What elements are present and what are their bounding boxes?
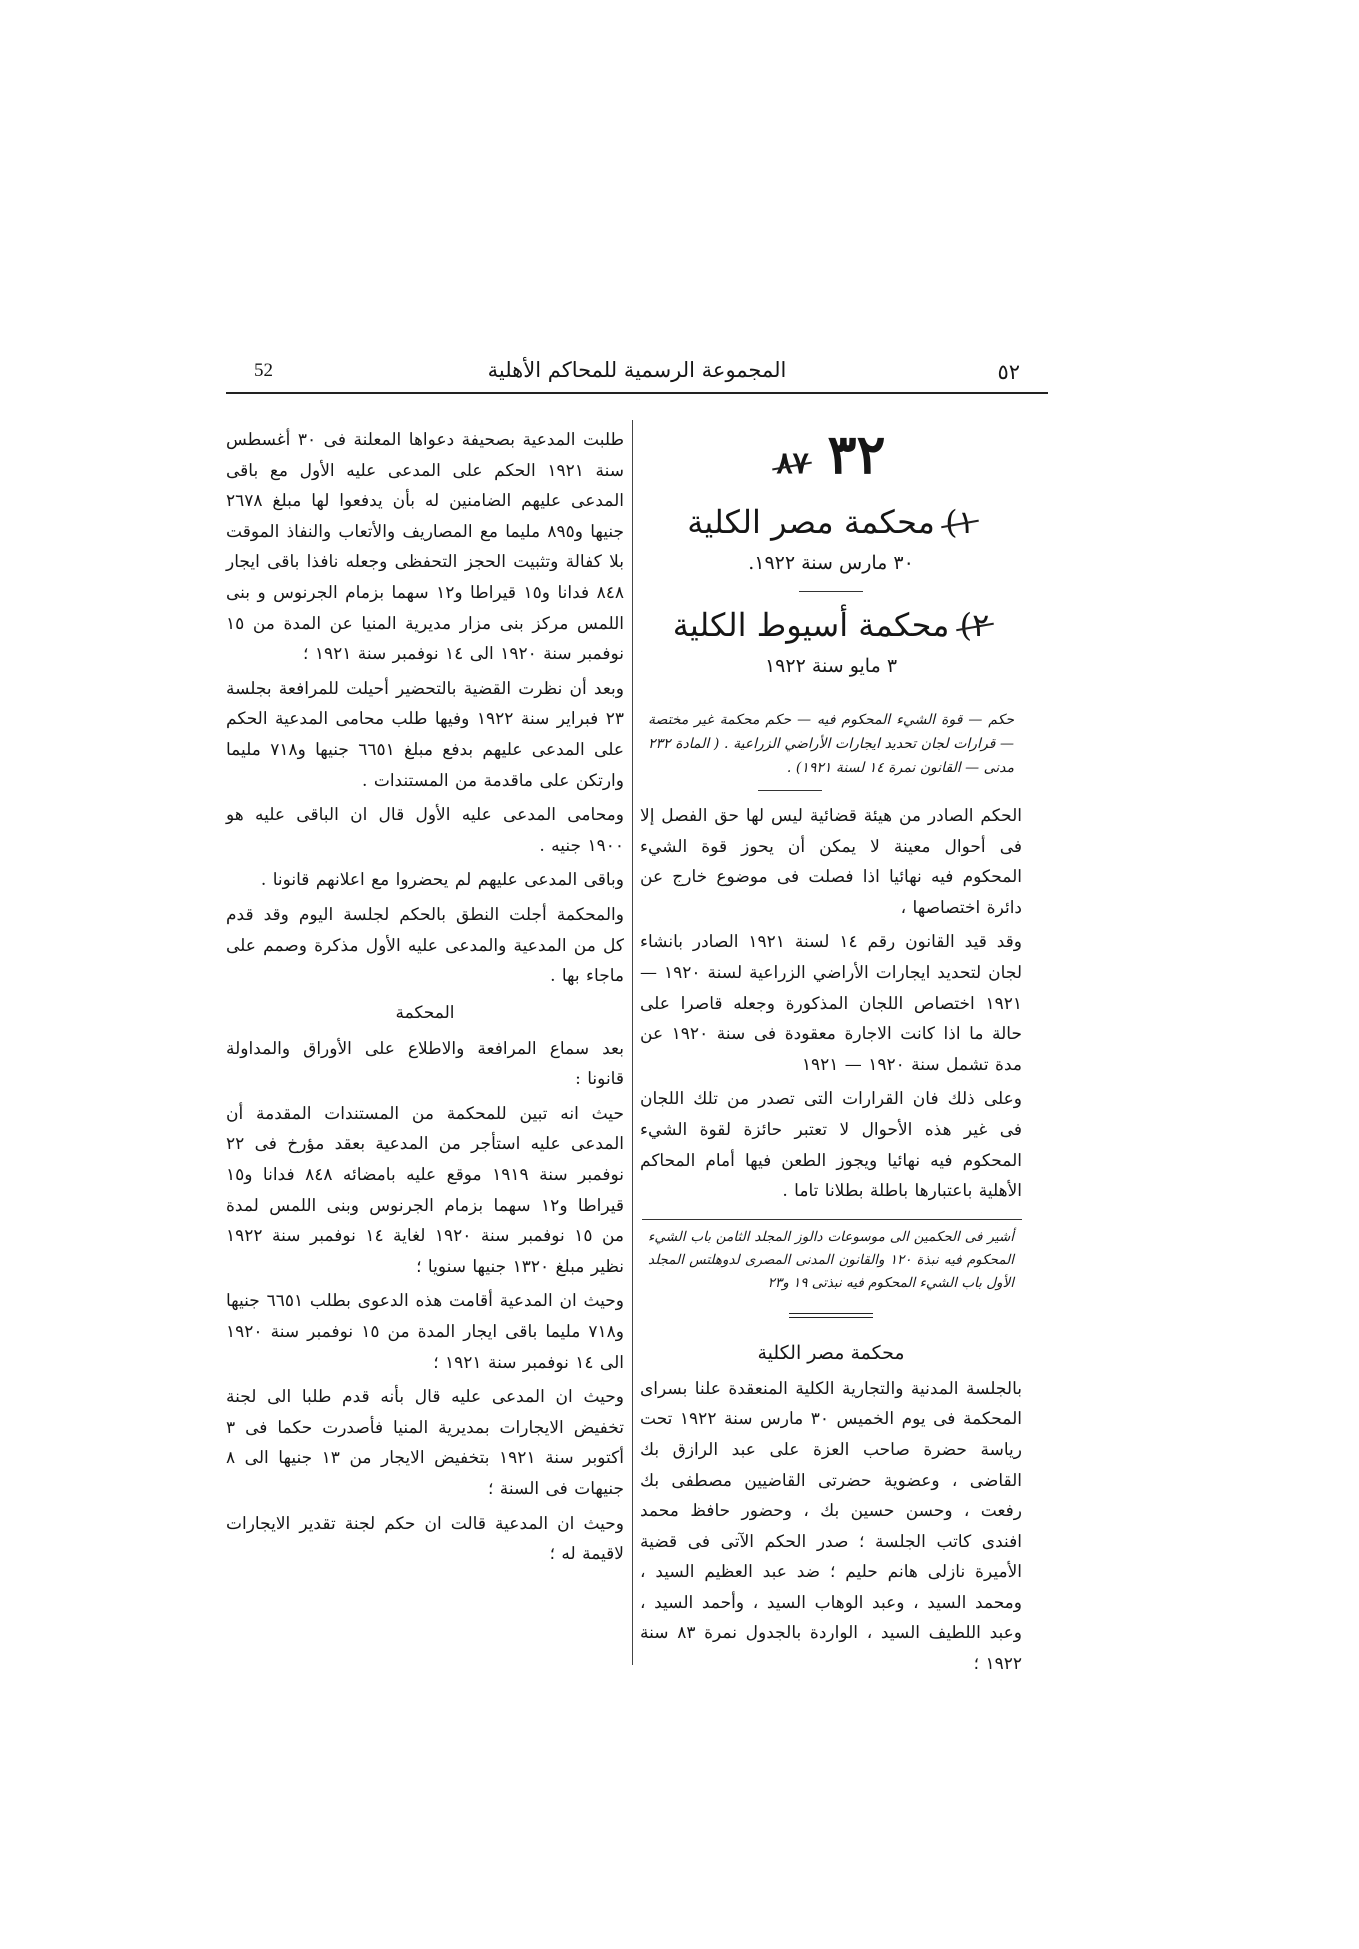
body-paragraph: بعد سماع المرافعة والاطلاع على الأوراق والمداولة قانونا : (226, 1038, 624, 1090)
court-1-index: ١) (945, 499, 975, 545)
right-column (640, 422, 1022, 1684)
body-paragraph: وحيث ان المدعية قالت ان حكم لجنة تقدير الايجارات لاقيمة له ؛ (226, 1513, 624, 1565)
judgment-court-heading: محكمة مصر الكلية (757, 1341, 905, 1364)
case-number (640, 422, 1022, 493)
divider (758, 790, 822, 791)
court-1-date: ٣٠ مارس سنة ١٩٢٢. (748, 552, 914, 574)
holding-paragraph: الحكم الصادر من هيئة قضائية ليس لها حق الفصل إلا فى أحوال معينة لا يمكن أن يحوز قوة الشيء المحكوم فيه نهائيا اذا فصلت فى موضوع خارج عن دائرة اختصاصها ، (640, 806, 1022, 918)
session-paragraph: بالجلسة المدنية والتجارية الكلية المنعقدة علنا بسراى المحكمة فى يوم الخميس ٣٠ مارس سنة ١٩٢٢ تحت رياسة حضرة صاحب العزة على عبد الرازق بك القاضى ، وعضوية حضرتى القاضيين مصطفى بك رفعت ، وحسن حسين بك ، وحضور حافظ محمد افندى كاتب الجلسة ؛ صدر الحكم الآتى فى قضية الأميرة نازلى هانم حليم ؛ ضد عبد العظيم السيد ، ومحمد السيد ، وعبد الوهاب السيد ، وأحمد السيد ، وعبد اللطيف السيد ، الواردة بالجدول نمرة ٨٣ سنة ١٩٢٢ ؛ (640, 1378, 1022, 1675)
body-paragraph: وحيث ان المدعية أقامت هذه الدعوى بطلب ٦٦٥١ جنيها و٧١٨ مليما باقى ايجار المدة من ١٥ نوفمبر سنة ١٩٢٠ الى ١٤ نوفمبر سنة ١٩٢١ ؛ (226, 1291, 624, 1373)
court-2-index: ٢) (960, 602, 990, 648)
court-section-heading: المحكمة (395, 1002, 455, 1023)
footnote: أشير فى الحكمين الى موسوعات دالوز المجلد الثامن باب الشيء المحكوم فيه نبذة ١٢٠ والقانون المدنى المصرى لدوهلتس المجلد الأول باب الشيء المحكوم فيه نبذتى ١٩ و٢٣ (648, 1228, 1014, 1291)
left-column (226, 425, 624, 1574)
footnote-rule (642, 1219, 1022, 1220)
holding-paragraph: وعلى ذلك فان القرارات التى تصدر من تلك اللجان فى غير هذه الأحوال لا تعتبر حائزة لقوة الشيء المحكوم فيه نهائيا ويجوز الطعن فيها أمام المحاكم الأهلية باعتبارها باطلة بطلانا تاما . (640, 1089, 1022, 1202)
body-paragraph: حيث انه تبين للمحكمة من المستندات المقدمة أن المدعى عليه استأجر من المدعية بعقد مؤرخ فى ٢٢ نوفمبر سنة ١٩١٩ موقع عليه بامضائه ٨٤٨ فدانا و١٥ قيراطا و١٢ سهما بزمام الجرنوس وبنى اللمس لمدة من ١٥ نوفمبر سنة ١٩٢٠ لغاية ١٤ نوفمبر سنة ١٩٢٢ نظير مبلغ ١٣٢٠ جنيها سنويا ؛ (226, 1103, 625, 1277)
divider (799, 591, 863, 592)
double-divider (789, 1313, 873, 1318)
body-paragraph: طلبت المدعية بصحيفة دعواها المعلنة فى ٣٠ أغسطس سنة ١٩٢١ الحكم على المدعى عليه الأول مع باقى المدعى عليهم الضامنين له بأن يدفعوا لها مبلغ ٢٦٧٨ جنيها و٨٩٥ مليما مع المصاريف والأتعاب والنفاذ الموقت بلا كفالة وتثبيت الحجز التحفظى وجعله نافذا باقى ايجار ٨٤٨ فدانا و١٥ قيراطا و١٢ سهما بزمام الجرنوس و بنى اللمس مركز بنى مزار مديرية المنيا عن المدة من ١٥ نوفمبر سنة ١٩٢٠ الى ١٤ نوفمبر سنة ١٩٢١ ؛ (226, 430, 625, 665)
holding-paragraph: وقد قيد القانون رقم ١٤ لسنة ١٩٢١ الصادر بانشاء لجان لتحديد ايجارات الأراضي الزراعية لسنة ١٩٢٠ — ١٩٢١ اختصاص اللجان المذكورة وجعله قاصرا على حالة ما اذا كانت الاجارة معقودة فى سنة ١٩٢٠ عن مدة تشمل سنة ١٩٢٠ — ١٩٢١ (640, 932, 1022, 1075)
case-summary: حكم — قوة الشيء المحكوم فيه — حكم محكمة غير مختصة — قرارات لجان تحديد ايجارات الأراضي الزراعية . ( المادة ٢٣٢ مدنى — القانون نمرة ١٤ لسنة ١٩٢١) . (648, 712, 1014, 776)
running-title: المجموعة الرسمية للمحاكم الأهلية (487, 358, 787, 382)
court-2-name: محكمة أسيوط الكلية (672, 606, 950, 644)
body-paragraph: ومحامى المدعى عليه الأول قال ان الباقى عليه هو ١٩٠٠ جنيه . (226, 805, 624, 856)
page-number-latin: 52 (254, 360, 273, 381)
column-divider (632, 420, 633, 1665)
case-number-struck: ٨٧ (776, 435, 808, 493)
body-paragraph: وبعد أن نظرت القضية بالتحضير أحيلت للمرافعة بجلسة ٢٣ فبراير سنة ١٩٢٢ وفيها طلب محامى المدعية الحكم على المدعى عليهم بدفع مبلغ ٦٦٥١ جنيها و٧١٨ مليما وارتكن على ماقدمة من المستندات . (226, 678, 625, 791)
court-2-date: ٣ مايو سنة ١٩٢٢ (764, 655, 898, 677)
body-paragraph: والمحكمة أجلت النطق بالحكم لجلسة اليوم وقد قدم كل من المدعية والمدعى عليه الأول مذكرة وصمم على ماجاء بها . (226, 904, 624, 987)
court-1-heading (640, 499, 1022, 545)
case-number-value: ٣٢ (827, 422, 886, 486)
body-paragraph: وباقى المدعى عليهم لم يحضروا مع اعلانهم قانونا . (260, 870, 624, 891)
court-1-name: محكمة مصر الكلية (687, 503, 935, 541)
page-number-arabic: ٥٢ (997, 360, 1020, 384)
page-header (226, 356, 1048, 394)
body-paragraph: وحيث ان المدعى عليه قال بأنه قدم طلبا الى لجنة تخفيض الايجارات بمديرية المنيا فأصدرت حكما فى ٣ أكتوبر سنة ١٩٢١ بتخفيض الايجار من ١٣ جنيها الى ٨ جنيهات فى السنة ؛ (226, 1387, 624, 1499)
court-2-heading (640, 602, 1022, 648)
